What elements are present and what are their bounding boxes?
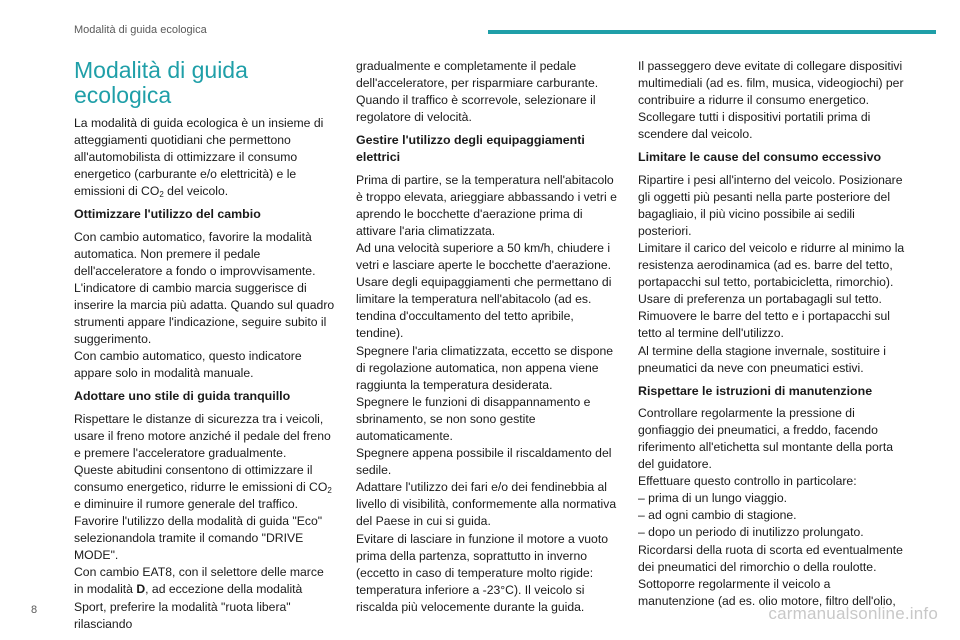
paragraph: Prima di partire, se la temperatura nell'abitacolo è troppo elevata, arieggiare abbassando i vetri e aprendo le bocchette d'aerazione prima di attivare l'aria climatizzata. bbox=[356, 172, 617, 238]
watermark: carmanualsonline.info bbox=[768, 604, 938, 623]
paragraph: Adattare l'utilizzo dei fari e/o dei fendinebbia al livello di visibilità, conformemente alla normativa del Paese in cui si guida. bbox=[356, 480, 617, 529]
paragraph: Scollegare tutti i dispositivi portatili prima di scendere dal veicolo. bbox=[638, 110, 871, 142]
co2-subscript: 2 bbox=[159, 190, 164, 200]
section-heading-manutenzione: Rispettare le istruzioni di manutenzione bbox=[638, 383, 873, 398]
paragraph: Il passeggero deve evitate di collegare dispositivi multimediali (ad es. film, musica, videogiochi) per contribuire a ridurre il consumo energetico. bbox=[638, 59, 904, 108]
paragraph: Usare degli equipaggiamenti che permettano di limitare la temperatura nell'abitacolo (ad es. tendina d'occultamento del tetto apribile, tendine). bbox=[356, 275, 612, 341]
paragraph: Queste abitudini consentono di ottimizzare il consumo energetico, ridurre le emissioni di $CO_2$ e diminuire il rumore generale del traffico. bbox=[74, 462, 332, 511]
list-item: – dopo un periodo di inutilizzo prolungato. bbox=[638, 525, 864, 540]
page-title: Modalità di guida ecologica bbox=[74, 57, 248, 108]
column-3 bbox=[638, 58, 908, 610]
list-item: – prima di un lungo viaggio. bbox=[638, 491, 788, 506]
paragraph: Evitare di lasciare in funzione il motore a vuoto prima della partenza, soprattutto in inverno (eccetto in caso di temperature molto rigide: temperatura inferiore a -23°C). Il veicolo si riscalda più velocemente durante la guida. bbox=[356, 531, 609, 614]
paragraph: Rimuovere le barre del tetto e i portapacchi sul tetto al termine dell'utilizzo. bbox=[638, 309, 891, 341]
paragraph: Spegnere l'aria climatizzata, eccetto se dispone di regolazione automatica, non appena viene raggiunta la temperatura desiderata. bbox=[356, 343, 614, 392]
paragraph: Con cambio automatico, favorire la modalità automatica. Non premere il pedale dell'acceleratore a fondo o improvvisamente. bbox=[74, 229, 316, 278]
paragraph: Quando il traffico è scorrevole, selezionare il regolatore di velocità. bbox=[356, 93, 596, 125]
mode-d-label: D bbox=[136, 582, 146, 597]
section-heading-consumo: Limitare le cause del consumo eccessivo bbox=[638, 150, 882, 165]
column-1 bbox=[74, 58, 336, 633]
paragraph: Limitare il carico del veicolo e ridurre al minimo la resistenza aerodinamica (ad es. barre del tetto, portapacchi sul tetto, portabicicletta, rimorchio). Usare di preferenza un portabagagli sul tetto. bbox=[638, 240, 905, 307]
running-header-title: Modalità di guida ecologica bbox=[74, 24, 207, 36]
paragraph: Effettuare questo controllo in particolare: bbox=[638, 474, 857, 489]
paragraph: L'indicatore di cambio marcia suggerisce di inserire la marcia più adatta. Quando sul quadro strumenti appare l'indicazione, seguire subito il suggerimento. bbox=[74, 280, 335, 347]
paragraph: Ripartire i pesi all'interno del veicolo. Posizionare gli oggetti più pesanti nella parte posteriore del bagagliaio, il più vicino possibile ai sedili posteriori. bbox=[638, 172, 903, 238]
paragraph: Ad una velocità superiore a 50 km/h, chiudere i vetri e lasciare aperte le bocchette d'aerazione. bbox=[356, 240, 612, 273]
paragraph: Controllare regolarmente la pressione di gonfiaggio dei pneumatici, a freddo, facendo riferimento all'etichetta sul montante della porta del guidatore. bbox=[638, 405, 894, 472]
paragraph: Sottoporre regolarmente il veicolo a manutenzione (ad es. olio motore, filtro dell'olio, bbox=[638, 576, 896, 608]
section-heading-guida-tranquilla: Adottare uno stile di guida tranquillo bbox=[74, 389, 291, 404]
paragraph: Con cambio EAT8, con il selettore delle marce in modalità D, ad eccezione della modalità Sport, preferire la modalità "ruota libera" rilasciando bbox=[74, 565, 324, 631]
paragraph: Rispettare le distanze di sicurezza tra i veicoli, usare il freno motore anziché il pedale del freno e premere l'acceleratore gradualmente. bbox=[74, 411, 331, 460]
section-heading-equipaggiamenti: Gestire l'utilizzo degli equipaggiamenti elettrici bbox=[356, 133, 585, 165]
header-accent-bar bbox=[488, 30, 936, 34]
intro-paragraph: La modalità di guida ecologica è un insieme di atteggiamenti quotidiani che permettono all'automobilista di ottimizzare il consumo energetico (carburante e/o elettricità) e le emissioni di $CO_2$ del veicolo. bbox=[74, 116, 324, 200]
paragraph: Spegnere appena possibile il riscaldamento del sedile. bbox=[356, 446, 612, 478]
column-2 bbox=[356, 58, 618, 616]
co2-subscript: 2 bbox=[327, 485, 332, 495]
list-item: – ad ogni cambio di stagione. bbox=[638, 508, 797, 523]
paragraph: Con cambio automatico, questo indicatore appare solo in modalità manuale. bbox=[74, 349, 302, 381]
paragraph: Spegnere le funzioni di disappannamento e sbrinamento, se non sono gestite automaticamente. bbox=[356, 394, 591, 443]
paragraph: gradualmente e completamente il pedale dell'acceleratore, per risparmiare carburante. bbox=[356, 59, 599, 91]
paragraph: Al termine della stagione invernale, sostituire i pneumatici da neve con pneumatici estivi. bbox=[638, 343, 886, 375]
section-heading-cambio: Ottimizzare l'utilizzo del cambio bbox=[74, 207, 261, 222]
paragraph: Favorire l'utilizzo della modalità di guida "Eco" selezionandola tramite il comando "DRIVE MODE". bbox=[74, 514, 323, 563]
paragraph: Ricordarsi della ruota di scorta ed eventualmente dei pneumatici del rimorchio o della roulotte. bbox=[638, 542, 903, 574]
page-number: 8 bbox=[31, 604, 38, 616]
